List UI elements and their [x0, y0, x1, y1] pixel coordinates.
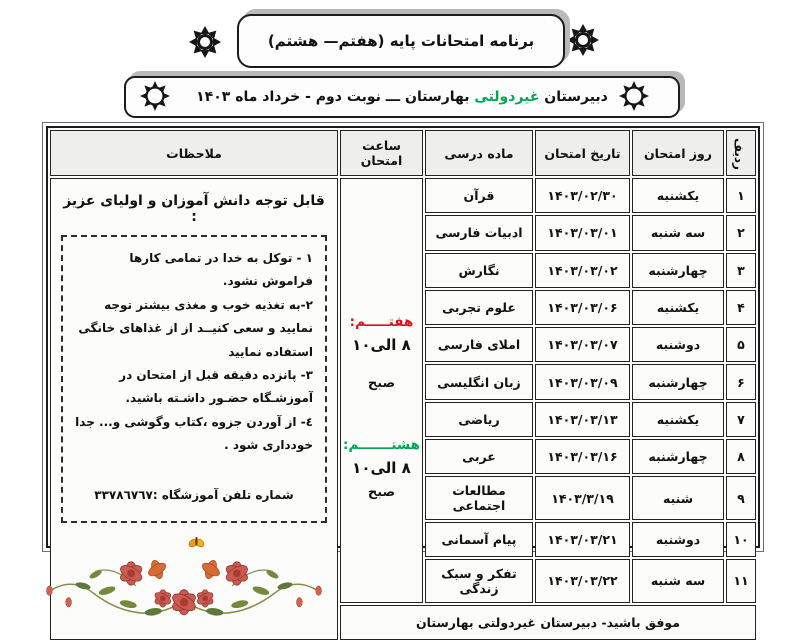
row-number-cell: ۱ [726, 178, 756, 213]
subject-cell: پیام آسمانی [425, 522, 533, 557]
exam-day-cell: سه شنبه [632, 215, 724, 250]
school-bar [124, 76, 680, 118]
subject-cell: عربی [425, 439, 533, 474]
row-number-cell: ۵ [726, 327, 756, 362]
exam-day-cell: یکشنبه [632, 290, 724, 325]
school-name-bold: بهارستان [405, 89, 475, 105]
column-header-subject: ماده درسی [425, 130, 533, 176]
butterfly-icon [187, 537, 205, 549]
column-header-exam-day: روز امتحان [632, 130, 724, 176]
grade-eight-label: هشتـــــــم: [343, 437, 420, 454]
grade-seven-label: هفتـــــم: [349, 314, 414, 331]
note-item: ۲-به تغذیه خوب و مغذی بیشتر توجه نمایید و سعی کنیــد از از غذاهای خانگی استفاده نمایید [78, 297, 313, 359]
exam-date-cell: ۱۴۰۳/۳/۱۹ [535, 476, 630, 519]
subject-cell: علوم تجربی [425, 290, 533, 325]
row-number-cell: ۳ [726, 253, 756, 288]
title-box [237, 14, 565, 68]
exam-day-cell: دوشنبه [632, 327, 724, 362]
school-name-prefix: دبیرستان [539, 89, 608, 105]
note-item: ٤- از آوردن جزوه ،کتاب وگوشی و... جدا خودداری شود . [75, 414, 313, 453]
row-number-cell: ۶ [726, 364, 756, 399]
exam-date-cell: ۱۴۰۳/۰۳/۲۲ [535, 559, 630, 602]
note-item: ۳- پانزده دقیقه قبل از امتحان در آموزشـگاه حضـور داشـته باشید. [119, 367, 313, 406]
school-type-green: غیردولتی [474, 89, 540, 105]
row-number-cell: ۲ [726, 215, 756, 250]
grade-eight-hours: ۸ الی۱۰ [352, 459, 411, 478]
grade-seven-period: صبح [367, 376, 396, 392]
column-header-notes: ملاحظات [50, 130, 338, 176]
grade-eight-period: صبح [367, 485, 396, 501]
subject-cell: زبان انگلیسی [425, 364, 533, 399]
subject-cell: نگارش [425, 253, 533, 288]
row-number-cell: ۱۰ [726, 522, 756, 557]
exam-day-cell: یکشنبه [632, 402, 724, 437]
notes-cell [50, 178, 338, 640]
row-number-cell: ۷ [726, 402, 756, 437]
exam-date-cell: ۱۴۰۳/۰۳/۰۶ [535, 290, 630, 325]
exam-date-cell: ۱۴۰۳/۰۳/۰۹ [535, 364, 630, 399]
page-title: برنامه امتحانات پایه (هفتم— هشتم) [267, 32, 535, 50]
exam-day-cell: چهارشنبه [632, 253, 724, 288]
row-number-cell: ۹ [726, 476, 756, 519]
sun-burst-icon [186, 23, 224, 61]
row-number-cell: ۴ [726, 290, 756, 325]
exam-date-cell: ۱۴۰۳/۰۳/۱۳ [535, 402, 630, 437]
school-name-line [196, 89, 608, 105]
column-header-row-number: ردیف [726, 130, 756, 176]
subject-cell: قرآن [425, 178, 533, 213]
exam-date-cell: ۱۴۰۳/۰۳/۱۶ [535, 439, 630, 474]
exam-day-cell: شنبه [632, 476, 724, 519]
notes-title: قابل توجه دانش آموزان و اولیای عزیز : [63, 193, 325, 225]
exam-time-cell [340, 178, 423, 603]
exam-day-cell: سه شنبه [632, 559, 724, 602]
notes-dashed-box [61, 235, 327, 523]
hollow-sun-icon [137, 78, 173, 114]
note-item: ۱ - توکل به خدا در تمامی کارها فراموش نشود. [129, 251, 313, 289]
subject-cell: تفکر و سبک زندگی [425, 559, 533, 602]
hollow-sun-icon [616, 78, 652, 114]
subject-cell: ادبیات فارسی [425, 215, 533, 250]
exam-date-cell: ۱۴۰۳/۰۳/۰۷ [535, 327, 630, 362]
exam-day-cell: چهارشنبه [632, 439, 724, 474]
exam-day-cell: دوشنبه [632, 522, 724, 557]
column-header-exam-date: تاریخ امتحان [535, 130, 630, 176]
header-row [50, 130, 756, 176]
flower-garland [39, 533, 329, 633]
term-and-month: ـــ نوبت دوم - خرداد ماه ۱۴۰۳ [196, 89, 406, 105]
table-row [50, 178, 756, 213]
subject-cell: ریاضی [425, 402, 533, 437]
row-number-cell: ۱۱ [726, 559, 756, 602]
time-block-grade8 [341, 437, 422, 500]
exam-date-cell: ۱۴۰۳/۰۳/۲۱ [535, 522, 630, 557]
exam-day-cell: یکشنبه [632, 178, 724, 213]
subject-cell: مطالعات اجتماعی [425, 476, 533, 519]
subject-cell: املای فارسی [425, 327, 533, 362]
column-header-exam-time: ساعت امتحان [340, 130, 423, 176]
sheet-inner [46, 126, 760, 630]
exam-date-cell: ۱۴۰۳/۰۳/۰۲ [535, 253, 630, 288]
exam-day-cell: چهارشنبه [632, 364, 724, 399]
exam-date-cell: ۱۴۰۳/۰۳/۰۱ [535, 215, 630, 250]
row-number-cell: ۸ [726, 439, 756, 474]
main-frame [42, 122, 764, 630]
sun-burst-icon [564, 21, 602, 59]
exam-date-cell: ۱۴۰۳/۰۲/۳۰ [535, 178, 630, 213]
good-luck-footer: موفق باشید- دبیرستان غیردولتی بهارستان [340, 605, 756, 640]
time-block-grade7 [341, 314, 422, 391]
school-phone-number: شماره تلفن آموزشگاه :۳۳۷۸٦۷٦۷ [94, 487, 294, 502]
exam-schedule-table [48, 128, 758, 642]
grade-seven-hours: ۸ الی۱۰ [352, 336, 411, 355]
